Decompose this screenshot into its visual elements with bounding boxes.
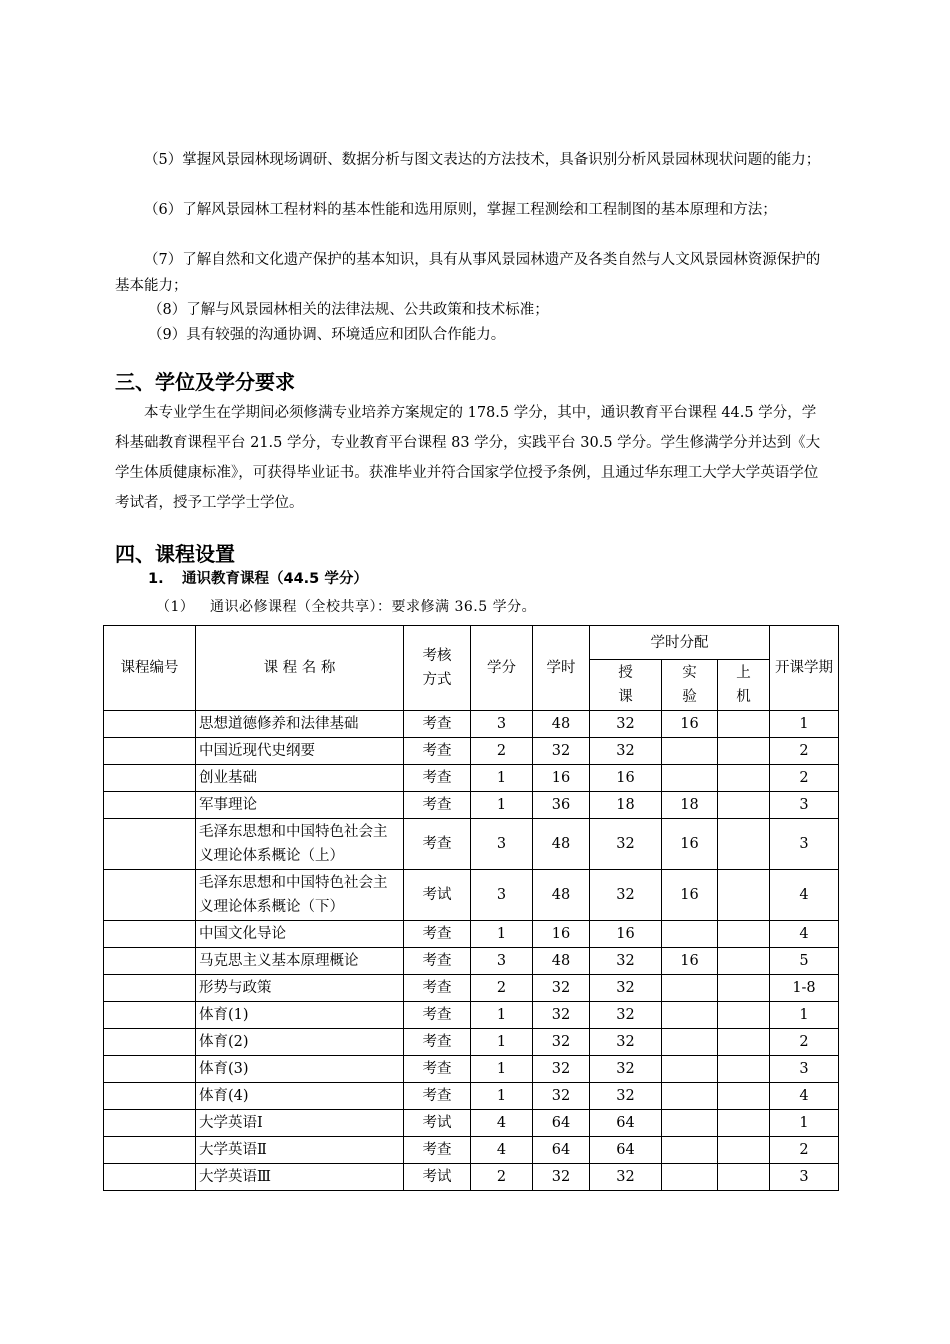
cell-name: 思想道德修养和法律基础 [196,711,404,738]
cell-name: 创业基础 [196,765,404,792]
cell-computer [718,711,770,738]
cell-exam: 考查 [404,1137,471,1164]
cell-credit: 3 [471,870,533,921]
table-row [104,819,839,870]
cell-lab [662,1002,718,1029]
cell-lecture: 32 [590,1056,662,1083]
cell-credit: 1 [471,792,533,819]
cell-lecture: 64 [590,1110,662,1137]
cell-credit: 3 [471,819,533,870]
cell-credit: 2 [471,1164,533,1191]
cell-code [104,975,196,1002]
cell-computer [718,1056,770,1083]
cell-lecture: 32 [590,819,662,870]
cell-semester: 3 [770,1056,839,1083]
subsection-title [148,569,368,589]
cell-computer [718,1083,770,1110]
cell-exam: 考查 [404,792,471,819]
table-row [104,1164,839,1191]
cell-semester: 4 [770,1083,839,1110]
cell-name: 大学英语Ⅲ [196,1164,404,1191]
header-hour-distribution: 学时分配 [590,626,770,660]
cell-exam: 考试 [404,1164,471,1191]
cell-code [104,711,196,738]
cell-exam: 考查 [404,948,471,975]
cell-hours: 16 [533,765,590,792]
objective-8: （8）了解与风景园林相关的法律法规、公共政策和技术标准； [148,302,549,318]
course-table [103,625,839,1191]
header-computer [718,660,770,711]
cell-hours: 64 [533,1137,590,1164]
cell-name: 中国文化导论 [196,921,404,948]
cell-hours: 36 [533,792,590,819]
cell-computer [718,1002,770,1029]
sub-subsection-label: 通识必修课程（全校共享）：要求修满 36.5 学分。 [210,599,537,615]
table-row [104,948,839,975]
cell-lab: 16 [662,711,718,738]
cell-name: 体育(3) [196,1056,404,1083]
table-row [104,711,839,738]
cell-semester: 1-8 [770,975,839,1002]
cell-computer [718,738,770,765]
cell-hours: 16 [533,921,590,948]
cell-lab [662,1083,718,1110]
cell-computer [718,765,770,792]
cell-hours: 48 [533,948,590,975]
cell-code [104,1164,196,1191]
cell-name: 形势与政策 [196,975,404,1002]
cell-exam: 考查 [404,1083,471,1110]
cell-name: 体育(4) [196,1083,404,1110]
subsection-label: 通识教育课程（44.5 学分） [182,571,368,587]
cell-credit: 2 [471,738,533,765]
cell-code [104,1002,196,1029]
cell-semester: 4 [770,921,839,948]
objective-7: （7）了解自然和文化遗产保护的基本知识，具有从事风景园林遗产及各类自然与人文风景园林资源保护的基本能力； [115,252,821,294]
cell-code [104,738,196,765]
cell-exam: 考试 [404,870,471,921]
objective-9: （9）具有较强的沟通协调、环境适应和团队合作能力。 [148,327,506,343]
cell-lecture: 32 [590,711,662,738]
cell-lab [662,1029,718,1056]
table-row [104,738,839,765]
header-computer-label: 上机 [736,665,751,705]
cell-name: 毛泽东思想和中国特色社会主义理论体系概论（上） [196,819,404,870]
cell-hours: 48 [533,870,590,921]
cell-lab: 18 [662,792,718,819]
cell-computer [718,975,770,1002]
table-row [104,1110,839,1137]
cell-name: 毛泽东思想和中国特色社会主义理论体系概论（下） [196,870,404,921]
cell-credit: 4 [471,1137,533,1164]
cell-credit: 3 [471,948,533,975]
cell-exam: 考查 [404,1056,471,1083]
cell-semester: 3 [770,819,839,870]
cell-semester: 1 [770,711,839,738]
cell-code [104,1029,196,1056]
cell-lab [662,975,718,1002]
cell-credit: 1 [471,1056,533,1083]
table-row [104,921,839,948]
cell-semester: 2 [770,765,839,792]
header-lecture [590,660,662,711]
header-exam-type-label: 考核方式 [422,648,452,688]
section-3-title: 三、学位及学分要求 [115,370,295,394]
cell-computer [718,1164,770,1191]
objective-5: （5）掌握风景园林现场调研、数据分析与图文表达的方法技术，具备识别分析风景园林现状问题的能力； [144,152,821,168]
cell-hours: 64 [533,1110,590,1137]
cell-credit: 3 [471,711,533,738]
cell-lecture: 32 [590,975,662,1002]
header-lab-label: 实验 [682,665,697,705]
cell-code [104,765,196,792]
cell-code [104,819,196,870]
header-hours: 学时 [533,626,590,711]
cell-semester: 2 [770,738,839,765]
cell-lecture: 16 [590,765,662,792]
cell-code [104,1056,196,1083]
cell-lab [662,1164,718,1191]
cell-code [104,1137,196,1164]
cell-computer [718,1110,770,1137]
header-credit: 学分 [471,626,533,711]
cell-credit: 1 [471,1083,533,1110]
cell-lab [662,738,718,765]
cell-computer [718,792,770,819]
course-table-body [104,711,839,1191]
section-3-body: 本专业学生在学期间必须修满专业培养方案规定的 178.5 学分，其中，通识教育平台课程 44.5 学分，学科基础教育课程平台 21.5 学分，专业教育平台课程 83 学分，实践平台 30.5 学分。学生修满学分并达到《大学生体质健康标准》，可获得毕业证书。获准毕业并符合国家学位授予条例，且通过华东理工大学大学英语学位考试者，授予工学学士学位。 [115,405,821,511]
table-row [104,975,839,1002]
cell-hours: 48 [533,711,590,738]
cell-computer [718,1137,770,1164]
cell-exam: 考查 [404,819,471,870]
cell-credit: 1 [471,1029,533,1056]
section-4-title: 四、课程设置 [115,542,235,566]
cell-hours: 32 [533,1002,590,1029]
cell-credit: 2 [471,975,533,1002]
cell-name: 大学英语Ⅰ [196,1110,404,1137]
cell-lecture: 32 [590,870,662,921]
cell-lab [662,1110,718,1137]
cell-lecture: 32 [590,948,662,975]
cell-name: 中国近现代史纲要 [196,738,404,765]
cell-computer [718,921,770,948]
cell-name: 大学英语Ⅱ [196,1137,404,1164]
cell-name: 体育(1) [196,1002,404,1029]
cell-code [104,921,196,948]
cell-exam: 考查 [404,1029,471,1056]
cell-hours: 48 [533,819,590,870]
cell-semester: 1 [770,1110,839,1137]
cell-credit: 1 [471,1002,533,1029]
objective-6: （6）了解风景园林工程材料的基本性能和选用原则，掌握工程测绘和工程制图的基本原理和方法； [144,202,777,218]
cell-credit: 1 [471,765,533,792]
header-semester: 开课学期 [770,626,839,711]
cell-credit: 4 [471,1110,533,1137]
header-lecture-label: 授课 [618,665,633,705]
cell-lab [662,765,718,792]
cell-semester: 4 [770,870,839,921]
cell-code [104,792,196,819]
table-row [104,1137,839,1164]
cell-hours: 32 [533,1029,590,1056]
cell-credit: 1 [471,921,533,948]
cell-exam: 考查 [404,711,471,738]
cell-semester: 5 [770,948,839,975]
cell-hours: 32 [533,1164,590,1191]
sub-subsection-number: （1） [156,599,195,615]
cell-computer [718,948,770,975]
cell-exam: 考查 [404,921,471,948]
cell-lecture: 18 [590,792,662,819]
cell-hours: 32 [533,975,590,1002]
table-row [104,765,839,792]
cell-lab [662,1056,718,1083]
sub-subsection-title [156,597,536,617]
cell-lab: 16 [662,948,718,975]
cell-code [104,1083,196,1110]
cell-code [104,948,196,975]
cell-hours: 32 [533,1056,590,1083]
cell-code [104,870,196,921]
table-row [104,870,839,921]
cell-lecture: 32 [590,1083,662,1110]
cell-exam: 考查 [404,1002,471,1029]
cell-exam: 考查 [404,765,471,792]
cell-lecture: 32 [590,1002,662,1029]
cell-semester: 2 [770,1029,839,1056]
subsection-number: 1. [148,571,164,587]
table-row [104,1029,839,1056]
cell-hours: 32 [533,738,590,765]
cell-code [104,1110,196,1137]
header-exam-type [404,626,471,711]
cell-hours: 32 [533,1083,590,1110]
cell-name: 军事理论 [196,792,404,819]
cell-lecture: 32 [590,738,662,765]
cell-lab [662,921,718,948]
table-row [104,1083,839,1110]
cell-lecture: 64 [590,1137,662,1164]
cell-exam: 考试 [404,1110,471,1137]
cell-computer [718,819,770,870]
cell-lecture: 16 [590,921,662,948]
header-course-code: 课程编号 [104,626,196,711]
cell-exam: 考查 [404,738,471,765]
cell-exam: 考查 [404,975,471,1002]
table-row [104,1002,839,1029]
cell-lab [662,1137,718,1164]
cell-name: 马克思主义基本原理概论 [196,948,404,975]
header-lab [662,660,718,711]
cell-lecture: 32 [590,1164,662,1191]
cell-semester: 3 [770,792,839,819]
cell-computer [718,870,770,921]
table-row [104,792,839,819]
cell-name: 体育(2) [196,1029,404,1056]
cell-lab: 16 [662,870,718,921]
cell-computer [718,1029,770,1056]
cell-semester: 3 [770,1164,839,1191]
cell-semester: 1 [770,1002,839,1029]
table-row [104,1056,839,1083]
cell-lecture: 32 [590,1029,662,1056]
cell-lab: 16 [662,819,718,870]
header-course-name: 课 程 名 称 [196,626,404,711]
cell-semester: 2 [770,1137,839,1164]
